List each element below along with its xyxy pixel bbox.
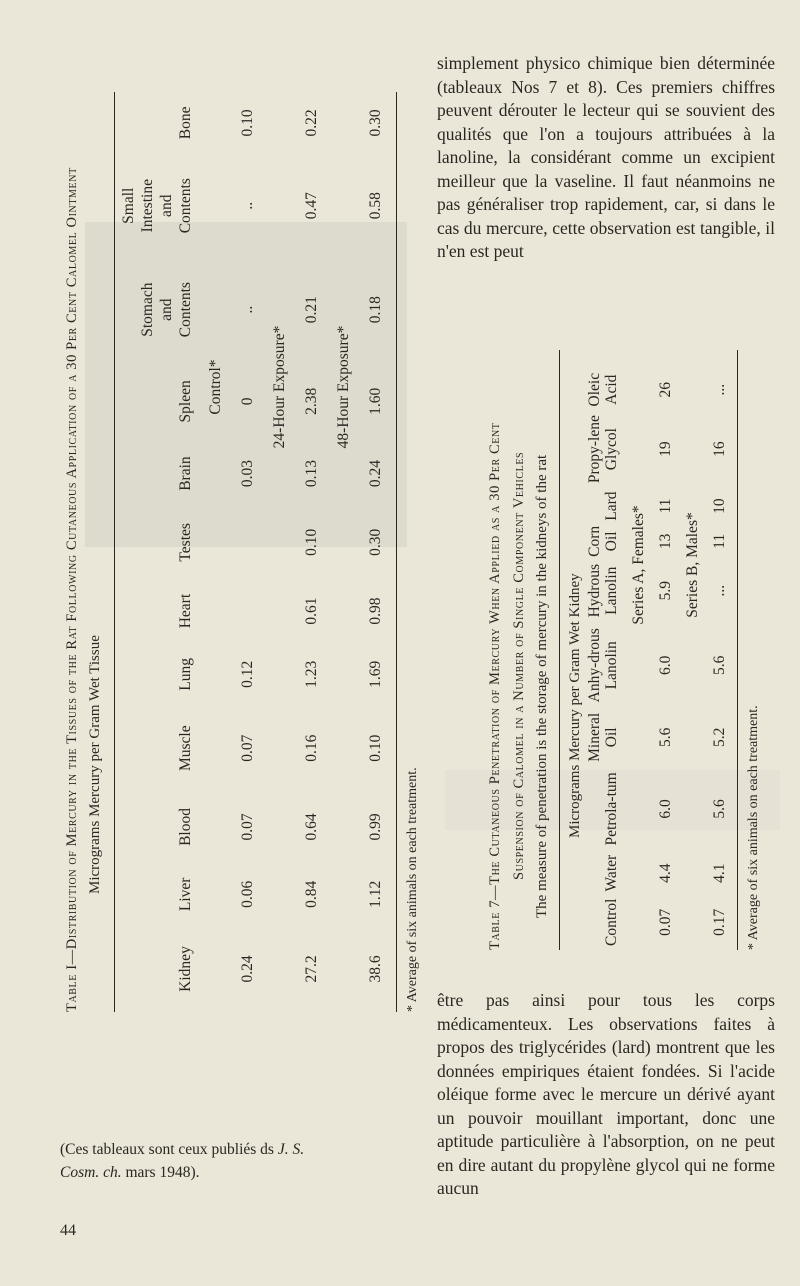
column-header: Control [603, 898, 620, 946]
column-header: Heart [177, 593, 194, 629]
table-cell: 1.12 [367, 880, 384, 908]
column-header: Bone [177, 106, 194, 140]
table-cell: 27.2 [303, 955, 320, 983]
column-header: Mineral Oil [586, 712, 620, 762]
table-cell: 0.13 [303, 460, 320, 488]
group-label: Control* [207, 359, 224, 415]
group-label: Series B, Males* [683, 512, 701, 618]
page-number: 44 [60, 1222, 76, 1239]
table-cell: 0.17 [710, 908, 728, 936]
table-cell [232, 506, 264, 579]
table-1-title: Table I—Distribution of Mercury in the Tissues of the Rat Following Cutaneous Application of a 30 Per Cent Calomel Ointment [64, 167, 80, 1012]
column-header: Small Intestine and Contents [120, 178, 194, 234]
table-cell: 5.2 [710, 727, 728, 748]
table-cell: 5.6 [710, 799, 728, 819]
group-label-row [264, 92, 296, 1012]
column-header: Brain [177, 456, 194, 491]
column-header: Propy-lene Glycol [586, 415, 620, 484]
column-header: Oleic Acid [586, 372, 620, 407]
table-cell: 0.22 [303, 109, 320, 137]
table-cell: 1.69 [367, 660, 384, 688]
table-cell: 0.10 [303, 528, 320, 556]
table-cell: 4.4 [656, 863, 674, 883]
table-cell: 0.30 [367, 528, 384, 556]
table-row [706, 370, 733, 950]
group-label-row [328, 92, 360, 1012]
table-cell: 0.61 [303, 597, 320, 625]
caption-journal: J. S. Cosm. ch. [60, 1141, 305, 1181]
table-cell: 0.98 [367, 597, 384, 625]
table-7-title: Table 7—The Cutaneous Penetration of Mercury When Applied as a 30 Per Cent [487, 422, 503, 950]
group-label: Series A, Females* [629, 505, 647, 625]
body-text-bottom: être pas ainsi pour tous les corps médicamenteux. Les observations faites à propos des triglycérides (lard) montrent que les données empiriques étaient fondées. Si l'acide oléique forme avec le mercure un dérivé ayant un pouvoir mouillant important, donc une aptitude particulière à l'absorption, on ne peut en dire autant du propylène glycol qui ne forme aucun [437, 990, 775, 1198]
column-header: Hydrous Lanolin [586, 564, 620, 618]
table-7-header-row [586, 370, 625, 950]
column-header: Liver [177, 877, 194, 912]
table-7-rule [559, 350, 560, 950]
table-7-subtitle: The measure of penetration is the storage of mercury in the kidneys of the rat [534, 454, 550, 918]
table-source-caption [60, 1138, 330, 1184]
table-1-rule [114, 92, 115, 1012]
table-1-footnote: * Average of six animals on each treatment. [405, 767, 420, 1012]
table-7-rule-bottom [737, 350, 738, 950]
column-header: Petrola-tum [603, 772, 620, 846]
column-header: Kidney [177, 946, 194, 992]
table-row [360, 92, 392, 1012]
column-header: Muscle [177, 725, 194, 772]
table-cell: 1.23 [303, 660, 320, 688]
table-cell: 5.6 [710, 655, 728, 675]
table-cell: 6.0 [656, 655, 674, 675]
table-cell: .. [239, 201, 256, 210]
table-cell: 0.24 [239, 955, 256, 983]
column-header: Spleen [177, 380, 194, 423]
table-1-body [200, 92, 392, 1012]
column-header: Corn Oil [586, 525, 620, 557]
table-cell: 13 [656, 533, 674, 550]
table-cell: 0.21 [303, 296, 320, 324]
table-cell: 26 [656, 381, 674, 398]
table-cell: 0.07 [239, 813, 256, 841]
caption-text: (Ces tableaux sont ceux publiés ds [60, 1141, 274, 1158]
table-1 [60, 60, 420, 1012]
table-cell: 5.6 [656, 727, 674, 748]
table-cell: 0.64 [303, 813, 320, 841]
table-cell: 0 [239, 397, 256, 406]
group-label: 48-Hour Exposure* [335, 325, 352, 449]
table-cell: 5.9 [656, 581, 674, 601]
table-cell: 0.99 [367, 813, 384, 841]
group-label-row [200, 92, 232, 1012]
table-7-title-line2: Suspension of Calomel in a Number of Single Component Vehicles [511, 451, 527, 880]
column-header: Water [603, 854, 620, 892]
column-header: Stomach and Contents [139, 282, 194, 338]
table-cell: 0.07 [239, 734, 256, 762]
caption-date: mars 1948). [125, 1164, 200, 1181]
column-header: Lung [177, 658, 194, 691]
table-cell: 11 [656, 498, 674, 514]
table-cell: 0.03 [239, 460, 256, 488]
table-7 [483, 285, 761, 950]
table-1-header-row [119, 92, 200, 1012]
table-cell [232, 579, 264, 644]
table-cell: 0.24 [367, 460, 384, 488]
table-cell: 0.30 [367, 109, 384, 137]
table-cell: ... [710, 584, 728, 597]
table-cell: ... [710, 383, 728, 396]
table-cell: 0.16 [303, 734, 320, 762]
column-header: Lard [603, 491, 620, 521]
group-label: 24-Hour Exposure* [271, 325, 288, 449]
table-cell: 0.10 [239, 109, 256, 137]
table-cell: 0.84 [303, 880, 320, 908]
table-cell: 0.06 [239, 880, 256, 908]
group-label-row [679, 370, 706, 950]
table-1-subtitle: Micrograms Mercury per Gram Wet Tissue [87, 635, 103, 894]
table-cell: 19 [656, 441, 674, 457]
column-header: Anhy-drous Lanolin [586, 628, 620, 703]
table-cell: 0.10 [367, 734, 384, 762]
table-cell: .. [239, 305, 256, 314]
table-cell: 0.18 [367, 296, 384, 324]
table-cell: 0.12 [239, 660, 256, 688]
group-label-row [625, 370, 652, 950]
table-cell: 6.0 [656, 799, 674, 819]
table-cell: 38.6 [367, 955, 384, 983]
table-row [232, 92, 264, 1012]
column-header: Testes [177, 523, 194, 562]
table-cell: 10 [710, 498, 728, 514]
table-7-grid [586, 370, 733, 950]
table-1-grid [119, 92, 392, 1012]
table-row [652, 370, 679, 950]
table-1-rule-bottom [396, 92, 397, 1012]
table-row [296, 92, 328, 1012]
table-cell: 2.38 [303, 387, 320, 415]
table-cell: 16 [710, 441, 728, 457]
table-cell: 0.47 [303, 192, 320, 220]
table-7-footnote: * Average of six animals on each treatment. [746, 705, 761, 950]
column-header: Blood [177, 808, 194, 846]
body-text-top: simplement physico chimique bien déterminée (tableaux Nos 7 et 8). Ces premiers chiffres peuvent dérouter le lecteur qui se souvient des qualités que l'on a toujours attribuées à la lanoline, la considérant comme un excipient meilleur que la vaseline. Il faut néanmoins ne pas généraliser trop rapidement, car, si dans le cas du mercure, cette observation est tangible, il n'en est peut [437, 53, 775, 261]
table-cell: 0.07 [656, 908, 674, 936]
table-cell: 11 [710, 533, 728, 549]
table-7-header: Micrograms Mercury per Gram Wet Kidney [567, 573, 583, 838]
table-cell: 4.1 [710, 863, 728, 883]
table-cell: 0.58 [367, 192, 384, 220]
table-cell: 1.60 [367, 387, 384, 415]
table-7-body [625, 370, 733, 950]
